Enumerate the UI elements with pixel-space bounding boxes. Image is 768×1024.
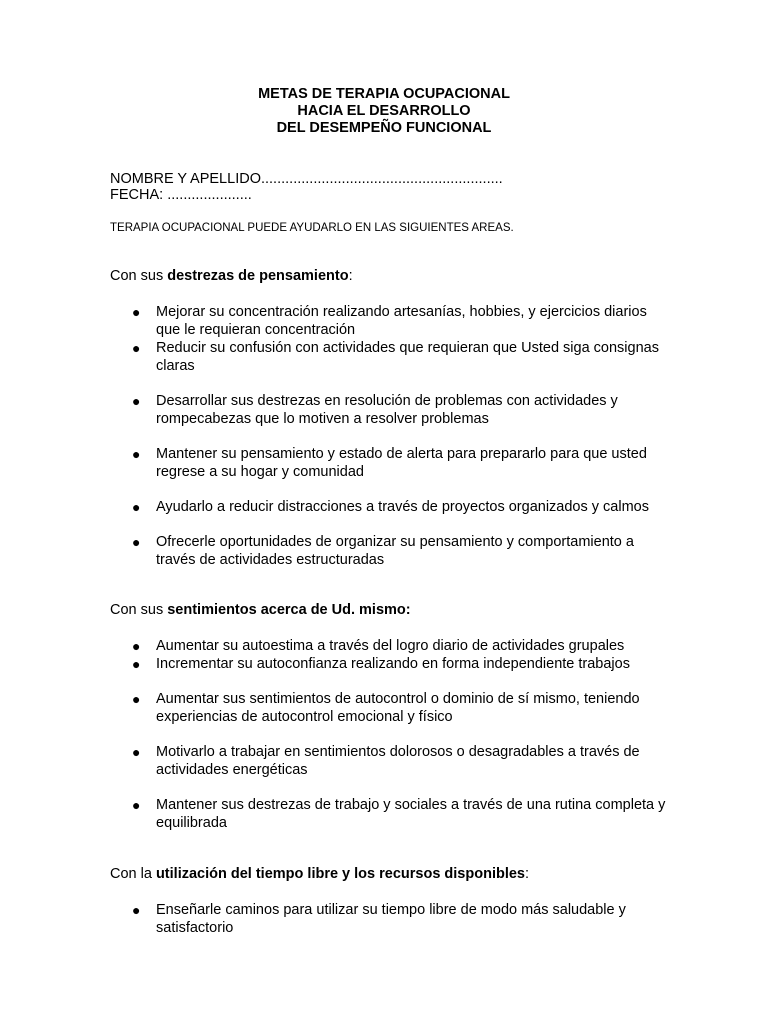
list-item [0,637,768,655]
list-item [0,339,768,375]
list-item [0,901,768,937]
bullet-icon: ● [132,744,141,760]
bullet-icon: ● [132,638,141,654]
date-field: FECHA: ..................... [110,187,252,203]
list-item-text: Ayudarlo a reducir distracciones a través de proyectos organizados y calmos [156,499,649,515]
section-heading-bold: sentimientos acerca de Ud. mismo: [167,602,411,618]
list-item-text: Aumentar sus sentimientos de autocontrol o dominio de sí mismo, teniendo experiencias de autocontrol emocional y físico [156,691,640,725]
list-item [0,498,768,516]
list-item-text: Incrementar su autoconfianza realizando en forma independiente trabajos [156,656,630,672]
bullet-icon: ● [132,656,141,672]
bullet-icon: ● [132,304,141,320]
list-item-text: Aumentar su autoestima a través del logro diario de actividades grupales [156,638,625,654]
section-heading-prefix: Con sus [110,602,168,618]
section-heading-bold: destrezas de pensamiento [167,268,349,284]
list-item-text: Enseñarle caminos para utilizar su tiempo libre de modo más saludable y satisfactorio [156,902,626,936]
list-item [0,303,768,339]
list-item-text: Reducir su confusión con actividades que requieran que Usted siga consignas claras [156,340,659,374]
section-heading-self-feelings [110,602,411,619]
list-item-text: Ofrecerle oportunidades de organizar su pensamiento y comportamiento a través de actividades estructuradas [156,534,634,568]
document-title-line-1: METAS DE TERAPIA OCUPACIONAL [258,86,510,102]
list-item [0,690,768,726]
name-field: NOMBRE Y APELLIDO............................................................ [110,171,503,187]
bullet-icon: ● [132,446,141,462]
bullet-icon: ● [132,340,141,356]
list-item [0,445,768,481]
list-item-text: Desarrollar sus destrezas en resolución de problemas con actividades y rompecabezas que lo motiven a resolver problemas [156,393,618,427]
intro-text: TERAPIA OCUPACIONAL PUEDE AYUDARLO EN LAS SIGUIENTES AREAS. [110,222,514,234]
list-item-text: Motivarlo a trabajar en sentimientos dolorosos o desagradables a través de actividades energéticas [156,744,640,778]
list-item-text: Mantener su pensamiento y estado de alerta para prepararlo para que usted regrese a su hogar y comunidad [156,446,647,480]
section-heading-suffix: : [348,268,353,284]
list-item [0,655,768,673]
bullet-icon: ● [132,902,141,918]
list-item [0,533,768,569]
bullet-icon: ● [132,534,141,550]
list-item [0,743,768,779]
section-heading-free-time [110,866,529,883]
bullet-list-thinking [0,303,768,569]
bullet-icon: ● [132,499,141,515]
document-title-line-2: HACIA EL DESARROLLO [297,103,471,119]
list-item [0,392,768,428]
section-heading-prefix: Con la [110,866,156,882]
bullet-icon: ● [132,393,141,409]
section-heading-prefix: Con sus [110,268,168,284]
list-item-text: Mejorar su concentración realizando artesanías, hobbies, y ejercicios diarios que le requieran concentración [156,304,647,338]
list-item-text: Mantener sus destrezas de trabajo y sociales a través de una rutina completa y equilibrada [156,797,666,831]
section-heading-thinking [110,268,353,285]
document-title-line-3: DEL DESEMPEÑO FUNCIONAL [276,120,492,136]
bullet-icon: ● [132,691,141,707]
bullet-list-free-time [0,901,768,937]
bullet-icon: ● [132,797,141,813]
section-heading-bold: utilización del tiempo libre y los recursos disponibles [155,866,525,882]
bullet-list-self-feelings [0,637,768,832]
list-item [0,796,768,832]
section-heading-suffix: : [524,866,530,882]
